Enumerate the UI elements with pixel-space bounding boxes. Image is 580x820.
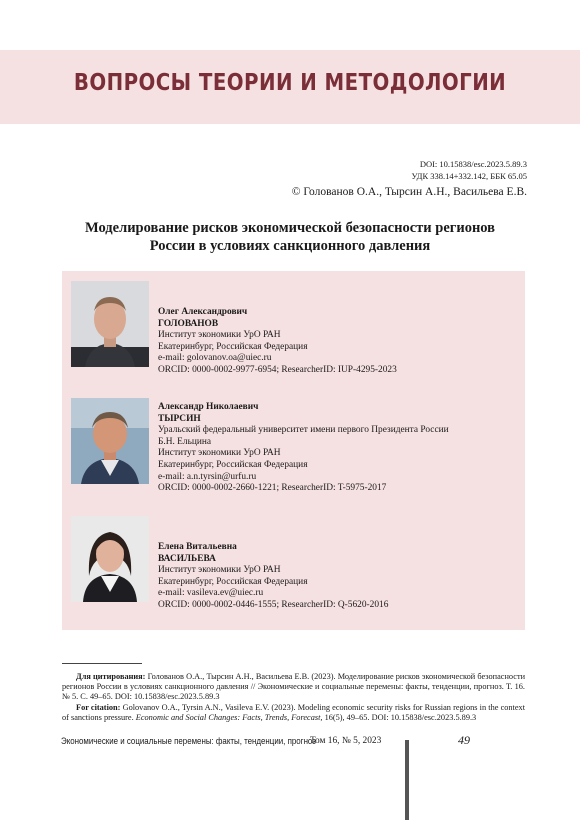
author-photo: [71, 398, 149, 484]
author-location: Екатеринбург, Российская Федерация: [158, 459, 308, 470]
citation-en-journal: Economic and Social Changes: Facts, Trends, Forecast,: [135, 713, 323, 723]
title-line-1: Моделирование рисков экономической безопасности регионов: [84, 220, 496, 236]
author-info: [158, 402, 449, 495]
citation-en-lead: For citation:: [76, 703, 121, 712]
footer-journal: Экономические и социальные перемены: факты, тенденции, прогноз: [61, 736, 316, 746]
citation-ru: [62, 672, 525, 703]
article-title: [40, 219, 540, 255]
copyright: © Голованов О.А., Тырсин А.Н., Васильева Е.В.: [291, 186, 527, 198]
citation-en: [62, 703, 525, 723]
doi: DOI: 10.15838/esc.2023.5.89.3: [419, 159, 527, 169]
citation-en-text: Golovanov O.A., Tyrsin A.N., Vasileva E.V. (2023). Modeling economic security risks for Russian regions in the context of sanctions pressure.: [62, 703, 525, 723]
author-location: Екатеринбург, Российская Федерация: [158, 341, 308, 352]
citation-en-tail: 16(5), 49–65. DOI: 10.15838/esc.2023.5.89.3: [324, 713, 477, 723]
author-affiliation: Институт экономики УрО РАН: [158, 330, 281, 341]
author-affiliation-2: Институт экономики УрО РАН: [158, 448, 281, 459]
author-affiliation: Уральский федеральный университет имени первого Президента России: [158, 425, 449, 436]
citation-ru-text: Голованов О.А., Тырсин А.Н., Васильева Е.В. (2023). Моделирование рисков экономической безопасности регионов России в условиях санкционного давления // Экономические и социальные перемены: факты, тенденции, прогноз. Т. 16. № 5. С. 49–65. DOI: 10.15838/esc.2023.5.89.3: [62, 672, 526, 702]
udk-code: УДК 338.14+332.142, ББК 65.05: [411, 171, 527, 181]
author-given-name: Олег Александрович: [158, 307, 248, 317]
author-info: [158, 307, 397, 377]
footnote-rule: [62, 663, 142, 664]
author-orcid: ORCID: 0000-0002-9977-6954; ResearcherID: IUP-4295-2023: [158, 364, 397, 375]
author-location: Екатеринбург, Российская Федерация: [158, 576, 308, 587]
author-affiliation-cont: Б.Н. Ельцина: [158, 436, 212, 447]
author-orcid: ORCID: 0000-0002-0446-1555; ResearcherID: Q-5620-2016: [158, 599, 389, 610]
author-family-name: ГОЛОВАНОВ: [158, 318, 219, 329]
page-number: 49: [458, 733, 470, 747]
author-family-name: ВАСИЛЬЕВА: [158, 553, 216, 564]
author-email: e-mail: vasileva.ev@uiec.ru: [158, 588, 264, 599]
author-affiliation: Институт экономики УрО РАН: [158, 565, 281, 576]
section-title: ВОПРОСЫ ТЕОРИИ И МЕТОДОЛОГИИ: [73, 70, 507, 96]
footer-divider: [405, 740, 409, 820]
section-banner: [0, 50, 580, 124]
citation-ru-lead: Для цитирования:: [76, 672, 146, 681]
author-photo: [71, 281, 149, 367]
title-line-2: России в условиях санкционного давления: [149, 238, 431, 254]
author-family-name: ТЫРСИН: [158, 413, 201, 424]
author-info: [158, 542, 388, 612]
authors-box: [62, 271, 525, 630]
footer-issue: Том 16, № 5, 2023: [310, 736, 382, 746]
author-email: e-mail: golovanov.oa@uiec.ru: [158, 353, 272, 364]
author-photo: [71, 516, 149, 602]
author-given-name: Елена Витальевна: [158, 542, 237, 552]
author-email: e-mail: a.n.tyrsin@urfu.ru: [158, 471, 257, 482]
author-given-name: Александр Николаевич: [158, 402, 259, 412]
author-orcid: ORCID: 0000-0002-2660-1221; ResearcherID: T-5975-2017: [158, 483, 387, 494]
